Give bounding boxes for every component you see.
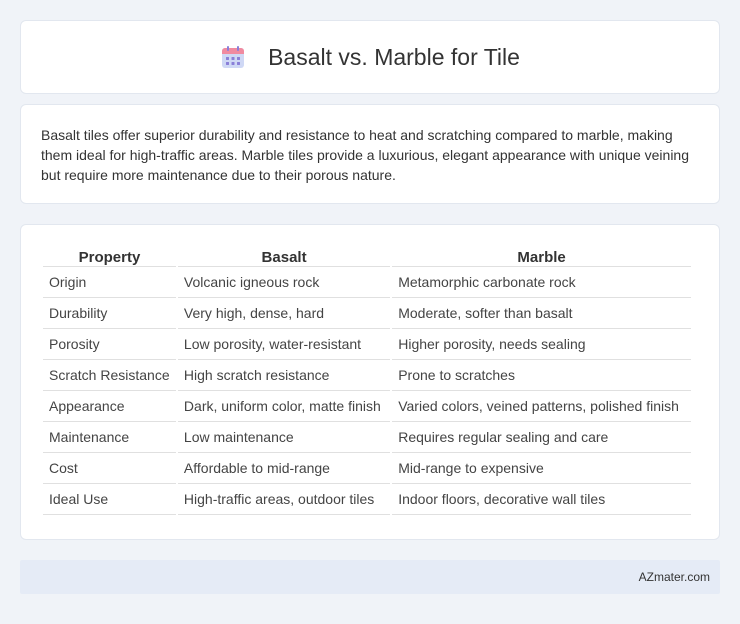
calendar-icon (220, 44, 246, 70)
summary-text: Basalt tiles offer superior durability and resistance to heat and scratching compared to marble, making them ideal for high-traffic areas. Marble tiles provide a luxurious, elegant appearance with unique veining but require more maintenance due to their porous nature. (41, 127, 690, 183)
cell-basalt: Volcanic igneous rock (178, 267, 390, 298)
table-row (43, 267, 691, 298)
cell-marble: Indoor floors, decorative wall tiles (392, 484, 691, 515)
comparison-table-card (20, 224, 720, 540)
cell-basalt: Affordable to mid-range (178, 453, 390, 484)
header-property: Property (43, 247, 176, 267)
table-row (43, 329, 691, 360)
summary-card (20, 104, 720, 204)
table-row (43, 422, 691, 453)
cell-property: Origin (43, 267, 176, 298)
cell-property: Maintenance (43, 422, 176, 453)
cell-basalt: Dark, uniform color, matte finish (178, 391, 390, 422)
table-row (43, 391, 691, 422)
comparison-table (41, 247, 693, 515)
table-row (43, 298, 691, 329)
cell-basalt: Low porosity, water-resistant (178, 329, 390, 360)
table-row (43, 360, 691, 391)
footer (20, 560, 720, 594)
cell-marble: Prone to scratches (392, 360, 691, 391)
page-title: Basalt vs. Marble for Tile (268, 43, 520, 70)
cell-property: Durability (43, 298, 176, 329)
cell-basalt: Low maintenance (178, 422, 390, 453)
footer-site-link[interactable]: AZmater.com (638, 570, 710, 584)
header-marble: Marble (392, 247, 691, 267)
cell-basalt: High scratch resistance (178, 360, 390, 391)
cell-marble: Varied colors, veined patterns, polished finish (392, 391, 691, 422)
cell-basalt: High-traffic areas, outdoor tiles (178, 484, 390, 515)
cell-marble: Higher porosity, needs sealing (392, 329, 691, 360)
cell-property: Cost (43, 453, 176, 484)
cell-property: Ideal Use (43, 484, 176, 515)
cell-property: Porosity (43, 329, 176, 360)
cell-basalt: Very high, dense, hard (178, 298, 390, 329)
table-row (43, 484, 691, 515)
cell-property: Appearance (43, 391, 176, 422)
cell-marble: Requires regular sealing and care (392, 422, 691, 453)
cell-marble: Mid-range to expensive (392, 453, 691, 484)
title-wrap (220, 44, 520, 71)
table-row (43, 453, 691, 484)
header-basalt: Basalt (178, 247, 390, 267)
cell-marble: Metamorphic carbonate rock (392, 267, 691, 298)
cell-property: Scratch Resistance (43, 360, 176, 391)
title-card (20, 20, 720, 94)
table-header-row (43, 247, 691, 267)
cell-marble: Moderate, softer than basalt (392, 298, 691, 329)
